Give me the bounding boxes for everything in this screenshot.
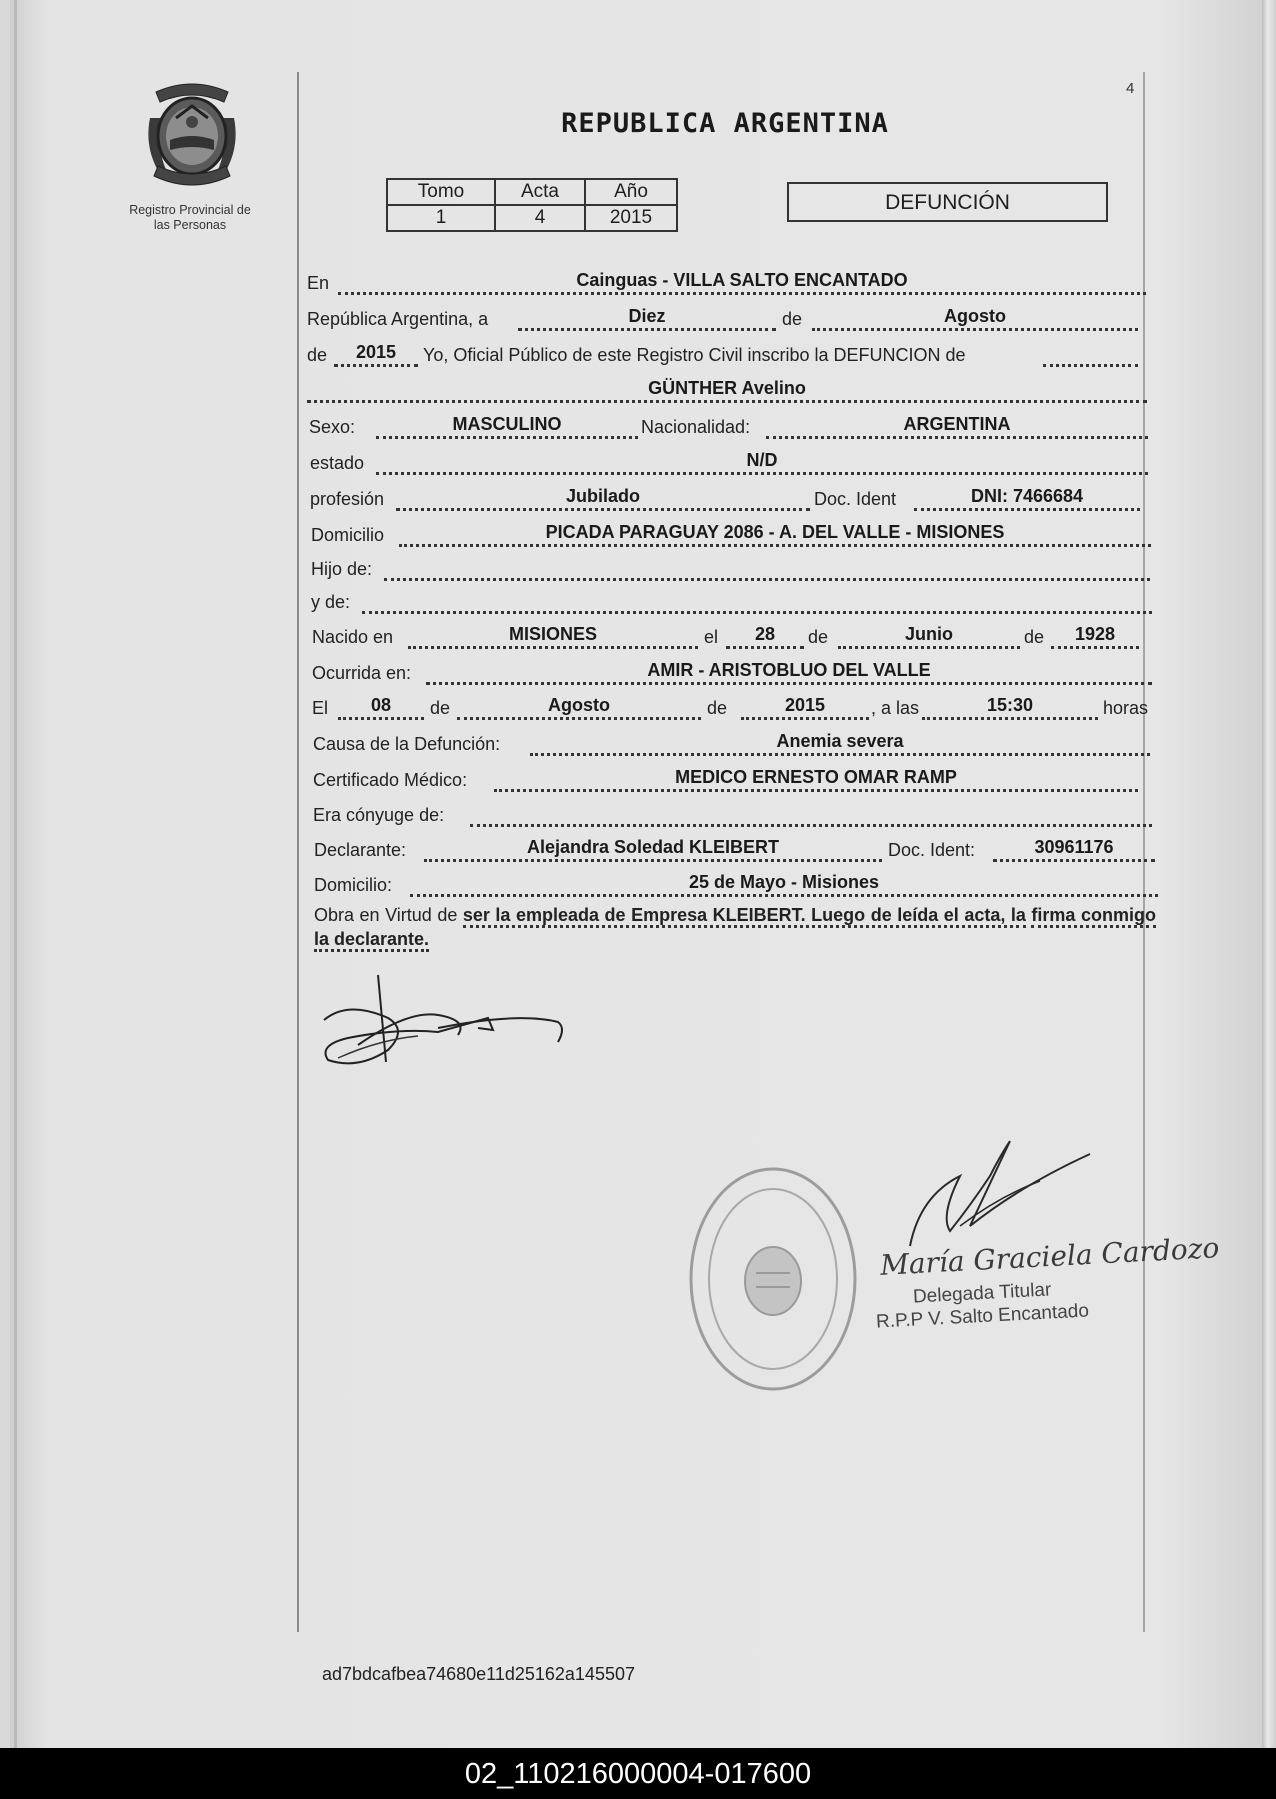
label-de-4: de — [1024, 627, 1045, 647]
left-margin-line — [297, 72, 299, 1632]
field-def-dia — [338, 695, 424, 720]
province-coat-of-arms-logo — [140, 78, 244, 194]
label-en: En — [307, 273, 330, 293]
value-declarante-doc: 30961176 — [1034, 837, 1114, 857]
tomo-value: 1 — [387, 205, 495, 231]
field-def-anio — [741, 695, 869, 720]
official-signature-office: R.P.P V. Salto Encantado — [875, 1300, 1090, 1333]
label-conyuge: Era cónyuge de: — [313, 805, 445, 825]
field-lugar — [338, 270, 1146, 295]
value-declarante: Alejandra Soledad KLEIBERT — [526, 837, 780, 857]
field-def-mes — [457, 695, 701, 720]
label-hijo-de: Hijo de: — [311, 559, 373, 579]
label-el: el — [704, 627, 719, 647]
field-declarante — [424, 837, 882, 862]
value-def-dia: 08 — [370, 695, 392, 715]
acta-reference-table — [386, 178, 678, 232]
field-nombre — [307, 378, 1147, 403]
value-profesion: Jubilado — [565, 486, 640, 506]
value-def-hora: 15:30 — [986, 695, 1034, 715]
declarant-signature — [318, 970, 568, 1075]
label-y-de: y de: — [311, 592, 351, 612]
value-lugar: Cainguas - VILLA SALTO ENCANTADO — [576, 270, 908, 290]
value-declarante-domicilio: 25 de Mayo - Misiones — [688, 872, 880, 892]
anio-value: 2015 — [585, 205, 677, 231]
anio-header: Año — [585, 179, 677, 205]
value-doc-ident: DNI: 7466684 — [970, 486, 1084, 506]
label-horas: horas — [1103, 698, 1149, 718]
value-obra-1: ser la empleada de Empresa KLEIBERT. Luego de leída el acta, la — [463, 905, 1026, 928]
page-right-edge — [1262, 0, 1276, 1748]
value-mes: Agosto — [944, 306, 1006, 326]
label-doc-ident-2: Doc. Ident: — [888, 840, 976, 860]
label-profesion: profesión — [310, 489, 385, 509]
official-signature-name: María Graciela Cardozo — [879, 1231, 1221, 1282]
label-de-5: de — [430, 698, 451, 718]
acta-header: Acta — [495, 179, 585, 205]
field-nacido-en — [408, 624, 698, 649]
registry-caption-line1: Registro Provincial de — [129, 203, 251, 217]
value-domicilio: PICADA PARAGUAY 2086 - A. DEL VALLE - MISIONES — [545, 522, 1005, 542]
field-conyuge — [470, 802, 1152, 827]
label-yo-oficial: Yo, Oficial Público de este Registro Civil inscribo la DEFUNCION de — [423, 345, 966, 365]
official-signature-role: Delegada Titular — [912, 1279, 1052, 1308]
value-anio: 2015 — [355, 342, 397, 362]
value-nac-dia: 28 — [754, 624, 776, 644]
value-nac-anio: 1928 — [1074, 624, 1116, 644]
value-dia: Diez — [628, 306, 666, 326]
field-estado — [376, 450, 1148, 475]
field-declarante-domicilio — [410, 872, 1158, 897]
registry-caption-line2: las Personas — [153, 218, 227, 232]
field-causa — [530, 731, 1150, 756]
tomo-header: Tomo — [387, 179, 495, 205]
field-ocurrida-en — [426, 660, 1152, 685]
value-sexo: MASCULINO — [452, 414, 562, 434]
label-obra: Obra en Virtud de — [314, 905, 458, 925]
document-title: REPUBLICA ARGENTINA — [561, 108, 889, 139]
label-de-6: de — [707, 698, 728, 718]
field-def-hora — [922, 695, 1098, 720]
label-estado: estado — [310, 453, 365, 473]
field-doc-ident — [914, 486, 1140, 511]
value-estado: N/D — [746, 450, 778, 470]
field-certificado — [494, 767, 1138, 792]
field-profesion — [396, 486, 810, 511]
label-nacido-en: Nacido en — [312, 627, 394, 647]
label-ocurrida-en: Ocurrida en: — [312, 663, 412, 683]
label-de-1: de — [782, 309, 803, 329]
page-number: 4 — [1126, 80, 1135, 97]
value-certificado: MEDICO ERNESTO OMAR RAMP — [675, 767, 957, 787]
label-sexo: Sexo: — [309, 417, 356, 437]
official-seal-stamp — [686, 1163, 860, 1395]
label-de-2: de — [307, 345, 328, 365]
value-def-anio: 2015 — [784, 695, 826, 715]
obra-paragraph — [314, 903, 1156, 951]
field-anio — [334, 342, 418, 367]
label-doc-ident: Doc. Ident — [814, 489, 897, 509]
value-nac-mes: Junio — [905, 624, 953, 644]
field-mes — [812, 306, 1138, 331]
field-dia — [518, 306, 776, 331]
field-trailing-1 — [1043, 342, 1138, 367]
acta-value: 4 — [495, 205, 585, 231]
field-hijo-de — [384, 556, 1150, 581]
label-republica: República Argentina, a — [307, 309, 489, 329]
label-domicilio-2: Domicilio: — [314, 875, 393, 895]
field-domicilio — [399, 522, 1151, 547]
field-y-de — [362, 589, 1152, 614]
label-causa: Causa de la Defunción: — [313, 734, 501, 754]
label-domicilio: Domicilio — [311, 525, 385, 545]
field-nac-mes — [838, 624, 1020, 649]
value-causa: Anemia severa — [776, 731, 904, 751]
page-left-edge — [14, 0, 17, 1748]
field-nacionalidad — [766, 414, 1148, 439]
field-nac-dia — [726, 624, 804, 649]
value-ocurrida-en: AMIR - ARISTOBLUO DEL VALLE — [647, 660, 931, 680]
field-nac-anio — [1051, 624, 1139, 649]
document-hash: ad7bdcafbea74680e11d25162a145507 — [322, 1664, 635, 1684]
footer-code: 02_110216000004-017600 — [464, 1758, 812, 1790]
field-sexo — [376, 414, 638, 439]
label-nacionalidad: Nacionalidad: — [641, 417, 751, 437]
label-certificado: Certificado Médico: — [313, 770, 468, 790]
label-a-las: , a las — [871, 698, 920, 718]
value-nombre: GÜNTHER Avelino — [648, 378, 806, 398]
value-nacido-en: MISIONES — [508, 624, 597, 644]
label-declarante: Declarante: — [314, 840, 407, 860]
label-de-3: de — [808, 627, 829, 647]
registry-caption — [110, 203, 270, 233]
field-declarante-doc — [993, 837, 1155, 862]
label-el-cap: El — [312, 698, 329, 718]
record-type-box: DEFUNCIÓN — [787, 182, 1108, 222]
value-def-mes: Agosto — [548, 695, 610, 715]
value-nacionalidad: ARGENTINA — [903, 414, 1011, 434]
value-obra-2: firma conmigo la declarante. — [314, 905, 1156, 952]
